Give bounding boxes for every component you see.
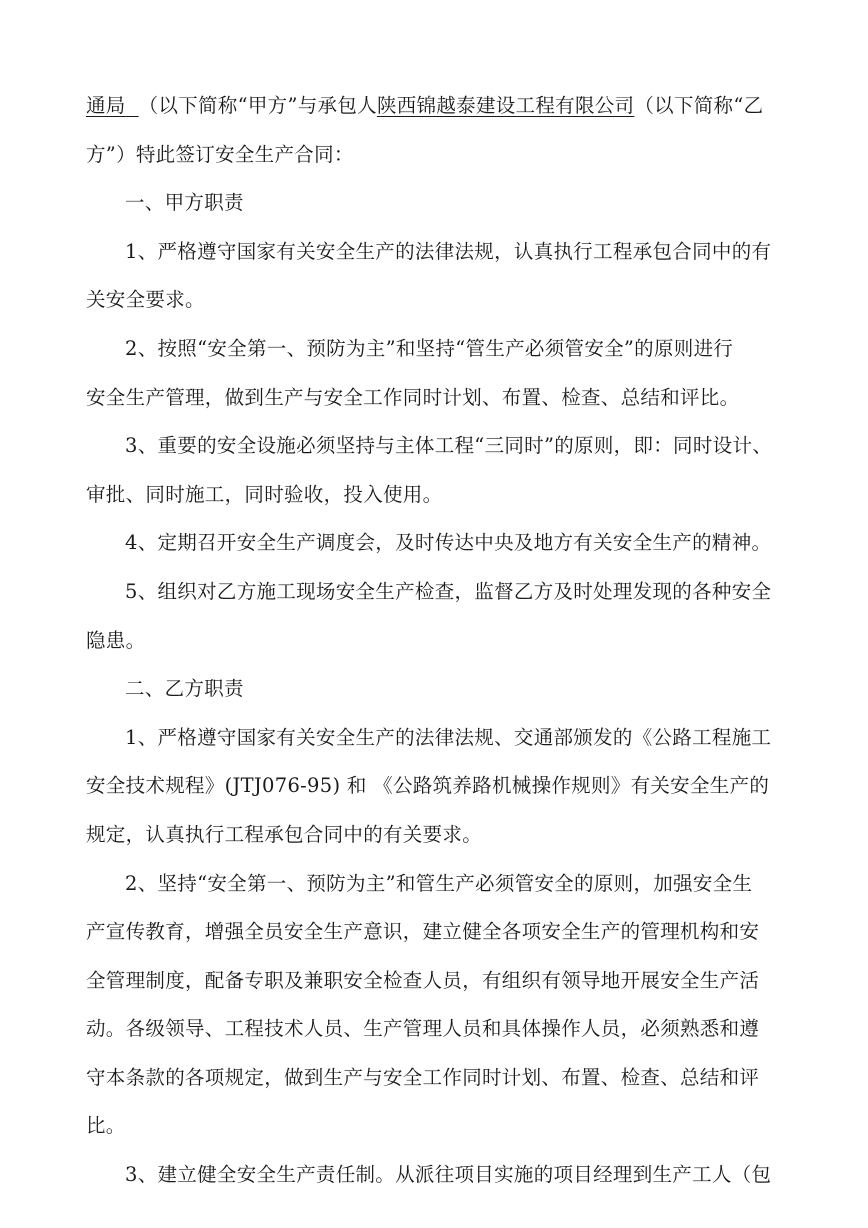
clause-b2-line-2: 产宣传教育，增强全员安全生产意识，建立健全各项安全生产的管理机构和安: [86, 920, 760, 944]
clause-a3-line-2: 审批、同时施工，同时验收，投入使用。: [86, 482, 443, 506]
clause-b1-line-3: 规定，认真执行工程承包合同中的有关要求。: [86, 822, 483, 846]
opening-line-2: 方”）特此签订安全生产合同：: [86, 142, 354, 166]
clause-b1-line-1: 1、严格遵守国家有关安全生产的法律法规、交通部颁发的《公路工程施工: [125, 725, 772, 749]
clause-a4-line-1: 4、定期召开安全生产调度会，及时传达中央及地方有关安全生产的精神。: [125, 531, 772, 555]
clause-b2-line-6: 比。: [86, 1114, 126, 1138]
clause-a2-line-1: 2、按照“安全第一、预防为主”和坚持“管生产必须管安全”的原则进行: [125, 336, 734, 360]
clause-a5-line-2: 隐患。: [86, 628, 146, 652]
contract-body: [86, 88, 786, 1206]
clause-a2-line-2: 安全生产管理，做到生产与安全工作同时计划、布置、检查、总结和评比。: [86, 385, 740, 409]
clause-a1-line-2: 关安全要求。: [86, 288, 205, 312]
clause-b2-line-3: 全管理制度，配备专职及兼职安全检查人员，有组织有领导地开展安全生产活: [86, 968, 760, 992]
clause-b2-line-1: 2、坚持“安全第一、预防为主”和管生产必须管安全的原则，加强安全生: [125, 871, 753, 895]
opening-line-1: [86, 88, 786, 137]
clause-a3-line-1: 3、重要的安全设施必须坚持与主体工程“三同时”的原则，即：同时设计、: [125, 434, 773, 458]
clause-a1-line-1: 1、严格遵守国家有关安全生产的法律法规，认真执行工程承包合同中的有: [125, 239, 772, 263]
clause-b2-line-5: 守本条款的各项规定，做到生产与安全工作同时计划、布置、检查、总结和评: [86, 1065, 760, 1089]
party-b-name: 陕西锦越泰建设工程有限公司: [376, 94, 635, 117]
opening-text-2: （以下简称“乙: [634, 94, 764, 117]
clause-b1-line-2: 安全技术规程》(JTJ076-95) 和 《公路筑养路机械操作规则》有关安全生产的: [86, 774, 770, 798]
clause-b3-line-1: 3、建立健全安全生产责任制。从派往项目实施的项目经理到生产工人（包: [125, 1163, 772, 1187]
clause-b2-line-4: 动。各级领导、工程技术人员、生产管理人员和具体操作人员，必须熟悉和遵: [86, 1017, 760, 1041]
section-heading-party-b: 二、乙方职责: [125, 677, 244, 701]
section-heading-party-a: 一、甲方职责: [125, 191, 244, 215]
opening-text-1: （以下简称“甲方”与承包人: [138, 94, 377, 117]
clause-a5-line-1: 5、组织对乙方施工现场安全生产检查，监督乙方及时处理发现的各种安全: [125, 579, 772, 603]
party-a-name: 通局: [86, 94, 126, 117]
